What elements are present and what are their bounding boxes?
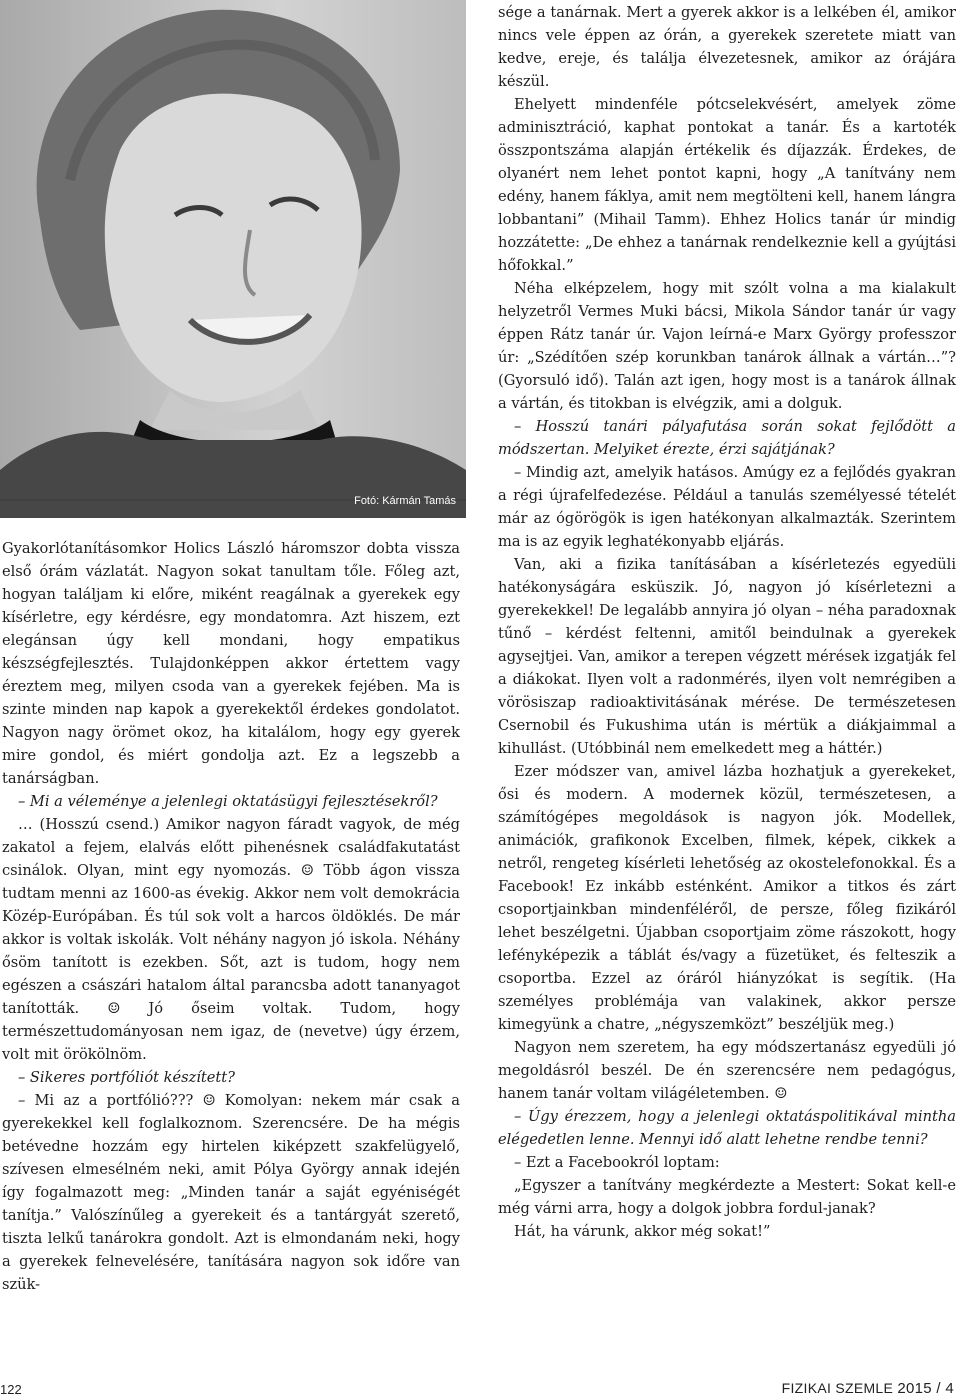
- interview-question: – Úgy érezzem, hogy a jelenlegi oktatáspolitikával mintha elégedetlen lenne. Mennyi idő alatt lehetne rendbe tenni?: [498, 1108, 956, 1148]
- paragraph: – Ezt a Facebookról loptam:: [514, 1154, 720, 1171]
- journal-info: [782, 1380, 954, 1397]
- paragraph: Nagyon nem szeretem, ha egy módszertanász egyedüli jó megoldásról beszél. De én szerencsére nem pedagógus, hanem tanár voltam világéletemben. ☺: [498, 1039, 956, 1102]
- paragraph: Néha elképzelem, hogy mit szólt volna a ma kialakult helyzetről Vermes Muki bácsi, Mikola Sándor tanár úr vagy éppen Rátz tanár úr. Vajon leírná-e Marx György professzor úr: „Szédítően szép korunkban tanárok állnak a vártán…”? (Gyorsuló idő). Talán azt igen, hogy most is a tanárok állnak a vártán, és titokban is elvégzik, ami a dolguk.: [498, 280, 956, 412]
- interview-question: – Sikeres portfóliót készített?: [18, 1069, 235, 1086]
- journal-issue: 2015 / 4: [897, 1380, 954, 1397]
- interview-question: – Hosszú tanári pályafutása során sokat fejlődött a módszertan. Melyiket érezte, érzi sajátjának?: [498, 418, 956, 458]
- paragraph: Ehelyett mindenféle pótcselekvésért, amelyek zöme adminisztráció, kaphat pontokat a tanár. És a kartoték összpontszáma alapján értékelik és díjazzák. Érdekes, de olyanért nem lehet pontot kapni, hogy „A tanítvány nem edény, hanem fáklya, amit nem megtölteni kell, hanem lángra lobbantani” (Mihail Tamm). Ehhez Holics tanár úr mindig hozzátette: „De ehhez a tanárnak rendelkeznie kell a gyújtási hőfokkal.”: [498, 96, 956, 274]
- journal-name: FIZIKAI SZEMLE: [781, 1380, 894, 1396]
- photo-credit: Fotó: Kármán Tamás: [354, 495, 456, 507]
- interview-question: – Mi a véleménye a jelenlegi oktatásügyi fejlesztésekről?: [18, 793, 438, 810]
- paragraph: – Mindig azt, amelyik hatásos. Amúgy ez a fejlődés gyakran a régi újrafelfedezése. Például a tanulás személyessé tételét már az ógörögök is igen hatékonyan alkalmazták. Szerintem ma is az egyik leghatékonyabb eljárás.: [498, 464, 956, 550]
- paragraph: Gyakorlótanításomkor Holics László háromszor dobta vissza első órám vázlatát. Nagyon sokat tanultam tőle. Főleg azt, hogyan találjam ki előre, miként reagálnak a gyerekek egy kísérletre, egy kérdésre, egy mondatomra. Azt hiszem, ezt elegánsan úgy kell mondani, hogy empatikus készségfejlesztés. Tulajdonképpen akkor értettem vagy éreztem meg, milyen csoda van a gyerekek fejében. Ma is szinte minden nap kapok a gyerekektől érdekes gondolatot. Nagyon nagy örömet okoz, ha kitalálom, hogy egy gyerek mire gondol, és miért gondolja azt. Ez a legszebb a tanárságban.: [2, 540, 460, 787]
- paragraph: sége a tanárnak. Mert a gyerek akkor is a lelkében él, amikor nincs vele éppen az órán, a gyerekek szeretete miatt van kedve, ereje, és találja élvezetesnek, amikor az órájára készül.: [498, 4, 956, 90]
- quote: Hát, ha várunk, akkor még sokat!”: [514, 1223, 771, 1240]
- page-number: 122: [0, 1382, 22, 1397]
- paragraph: … (Hosszú csend.) Amikor nagyon fáradt vagyok, de még zakatol a fejem, elalvás előtt pihenésnek családfakutatást csinálok. Olyan, mint egy nyomozás. ☺ Több ágon vissza tudtam menni az 1600-as évekig. Akkor nem volt demokrácia Közép-Európában. És túl sok volt a harcos öldöklés. De már akkor is voltak iskolák. Volt néhány nagyon jó iskola. Néhány ősöm tanított is ezekben. Sőt, azt is tudom, hogy nem egészen a császári hatalom által parancsba adott tananyagot tanították. ☺ Jó őseim voltak. Tudom, hogy természettudományosan nem igaz, de (nevetve) úgy érzem, volt mit örökölnöm.: [2, 816, 460, 1063]
- paragraph: Ezer módszer van, amivel lázba hozhatjuk a gyerekeket, ősi és modern. A modernek közül, természetesen, a számítógépes megoldások is nagyon jók. Modellek, animációk, grafikonok Excelben, filmek, képek, cikkek a netről, rengeteg kísérleti lehetőség az okostelefonokkal. És a Facebook! Ez inkább esténként. Amikor a titkos és zárt csoportjainkban mindenféléről, de persze, főleg fizikáról lehet beszélgetni. Újabban csoportjaim zöme rászokott, hogy lefényképezik a táblát és/vagy a füzetüket, és felteszik a csoportba. Ezzel az óráról hiányzókat is segítik. (Ha személyes problémája van valakinek, akkor persze kimegyünk a chatre, „négyszemközt” beszéljük meg.): [498, 763, 956, 1033]
- right-column: [498, 1, 956, 1243]
- page-footer: [0, 1382, 960, 1400]
- portrait-illustration: [0, 0, 466, 518]
- paragraph: Van, aki a fizika tanításában a kísérletezés egyedüli hatékonyságára esküszik. Jó, nagyon jó kísérletezni a gyerekekkel! De legalább annyira jó olyan – néha paradoxnak tűnő – kérdést feltenni, amitől beindulnak a gyerekek agysejtjei. Van, amikor a terepen végzett mérések izgatják fel a diákokat. Ilyen volt a radonmérés, ilyen volt nemrégiben a vörösiszap radioaktivitásának mérése. De természetesen Csernobil és Fukushima után is mértük a diákjaimmal a kihullást. (Utóbbinál nem emelkedett meg a háttér.): [498, 556, 956, 757]
- left-column: [2, 537, 460, 1296]
- quote: „Egyszer a tanítvány megkérdezte a Mestert: Sokat kell-e még várni arra, hogy a dolgok jobbra fordul-janak?: [498, 1177, 956, 1217]
- portrait-photo: [0, 0, 466, 518]
- paragraph: – Mi az a portfólió??? ☺ Komolyan: nekem már csak a gyerekekkel kell foglalkoznom. Szerencsére. De ha mégis betévedne hozzám egy hirtelen kiképzett szakfelügyelő, szívesen elmesélném neki, amit Pólya György annak idején így fogalmazott meg: „Minden tanár a saját egyéniségét tanítja.” Valószínűleg a gyerekeit és a tantárgyát szerető, tiszta lelkű tanárokra gondolt. Azt is elmondanám neki, hogy a gyerekek felnevelésére, tanítására nagyon sok időre van szük-: [2, 1092, 460, 1293]
